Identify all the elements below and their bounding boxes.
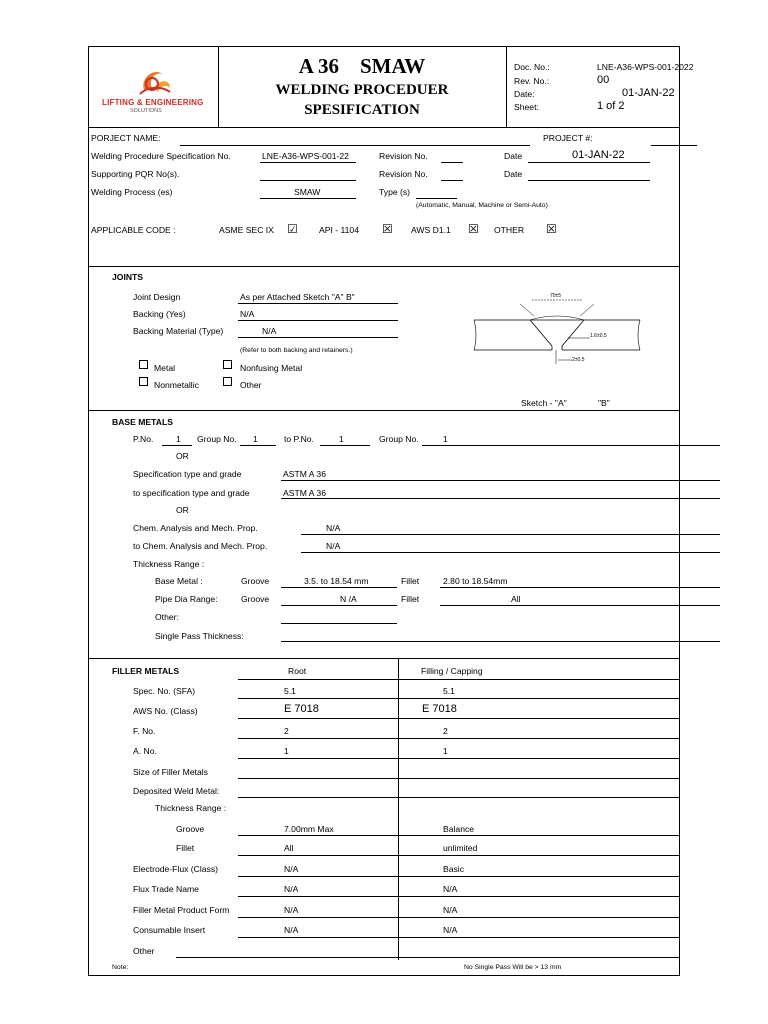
wps-underline: [260, 162, 356, 163]
group-underline: [240, 445, 276, 446]
fillet-value[interactable]: 2.80 to 18.54mm: [443, 576, 508, 586]
spec-sfa-label: Spec. No. (SFA): [133, 686, 196, 696]
chem-label: Chem. Analysis and Mech. Prop.: [133, 523, 258, 533]
filler-col-root: Root: [288, 666, 307, 676]
base-other-label: Other:: [155, 612, 179, 622]
filler-fillet-fill[interactable]: unlimited: [443, 843, 478, 853]
filler-column-divider: [398, 658, 399, 960]
company-logo: [100, 58, 210, 118]
a-no-fill[interactable]: 1: [443, 746, 448, 756]
row-line: [238, 698, 680, 699]
sketch-dim-1: 1.6±0.5: [590, 333, 607, 339]
row-line: [238, 876, 680, 877]
aws-class-fill[interactable]: E 7018: [422, 703, 457, 715]
group-value[interactable]: 1: [253, 434, 258, 444]
joint-sketch: [472, 290, 642, 380]
spec-label: Specification type and grade: [133, 469, 242, 479]
doc-no-value: LNE-A36-WPS-001-2022: [597, 62, 694, 72]
nonmetallic-label: Nonmetallic: [154, 380, 199, 390]
other-label: Other: [240, 380, 262, 390]
joint-design-underline: [238, 303, 398, 304]
note-value: No Single Pass Will be > 13 mm: [464, 964, 562, 971]
filler-other-label: Other: [133, 946, 155, 956]
row-line: [238, 738, 680, 739]
code-asme-label: ASME SEC IX: [219, 225, 274, 235]
or-2: OR: [176, 505, 189, 515]
type-field[interactable]: [416, 198, 457, 199]
sketch-dim-2: 2±0.5: [572, 357, 585, 363]
joints-title: JOINTS: [112, 272, 144, 282]
chem-value[interactable]: N/A: [326, 523, 341, 533]
rev-no-value: 00: [597, 74, 610, 86]
fillet-underline: [440, 587, 720, 588]
to-spec-label: to specification type and grade: [133, 488, 250, 498]
header-vline-2: [506, 46, 507, 127]
pqr-field[interactable]: [260, 180, 356, 181]
header-divider: [88, 127, 680, 128]
process-label: Welding Process (es): [91, 187, 173, 197]
joint-design-value[interactable]: As per Attached Sketch "A" B": [240, 292, 355, 302]
filler-col-fill: Filling / Capping: [421, 666, 483, 676]
revision-2-label: Revision No.: [379, 169, 428, 179]
pipe-fillet-value[interactable]: All: [511, 594, 521, 604]
revision-label: Revision No.: [379, 151, 428, 161]
flux-trade-label: Flux Trade Name: [133, 884, 199, 894]
to-spec-underline: [281, 498, 720, 499]
pno-label: P.No.: [133, 434, 154, 444]
section-divider-filler: [88, 658, 680, 659]
project-name-label: PORJECT NAME:: [91, 133, 161, 143]
metal-label: Metal: [154, 363, 176, 373]
filler-fillet-label: Fillet: [176, 843, 195, 853]
code-aws-checkbox[interactable]: ☒: [468, 222, 479, 236]
other-checkbox[interactable]: [223, 377, 232, 386]
row-line: [238, 835, 680, 836]
row-line: [238, 896, 680, 897]
consumable-insert-fill[interactable]: N/A: [443, 925, 458, 935]
row-line: [238, 718, 680, 719]
document-title: A 36 SMAW: [298, 54, 426, 78]
base-metal-label: Base Metal :: [155, 576, 203, 586]
pqr-label: Supporting PQR No(s).: [91, 169, 180, 179]
spec-underline: [281, 480, 720, 481]
doc-no-label: Doc. No.:: [514, 62, 550, 72]
sketch-b-label: "B": [598, 398, 610, 408]
filler-groove-label: Groove: [176, 824, 205, 834]
filler-title: FILLER METALS: [112, 666, 180, 676]
logo-subtext: SOLUTIONS: [130, 108, 162, 114]
or-1: OR: [176, 451, 189, 461]
sheet-value: 1 of 2: [597, 100, 625, 112]
groove-label: Groove: [241, 576, 270, 586]
section-divider-joints: [88, 266, 680, 267]
nonfusing-label: Nonfusing Metal: [240, 363, 303, 373]
pipe-groove-label: Groove: [241, 594, 270, 604]
backing-material-value[interactable]: N/A: [262, 326, 277, 336]
filler-fillet-root[interactable]: All: [284, 843, 294, 853]
consumable-insert-root[interactable]: N/A: [284, 925, 299, 935]
to-spec-value[interactable]: ASTM A 36: [283, 488, 326, 498]
metal-checkbox[interactable]: [139, 360, 148, 369]
project-name-field[interactable]: [180, 145, 530, 146]
sketch-angle: 70±5: [550, 293, 562, 299]
f-no-fill[interactable]: 2: [443, 726, 448, 736]
electrode-flux-label: Electrode-Flux (Class): [133, 864, 219, 874]
document-subtitle-2: SPESIFICATION: [304, 102, 420, 118]
to-chem-value[interactable]: N/A: [326, 541, 341, 551]
product-form-fill[interactable]: N/A: [443, 905, 458, 915]
sheet-label: Sheet:: [514, 102, 539, 112]
project-date-underline: [528, 162, 650, 163]
filler-groove-fill[interactable]: Balance: [443, 824, 475, 834]
aws-class-label: AWS No. (Class): [133, 706, 198, 716]
note-label: Note:: [112, 964, 129, 971]
single-pass-field[interactable]: [281, 641, 720, 642]
filler-header-line: [238, 679, 680, 680]
date-2-label: Date: [504, 169, 523, 179]
date-value: 01-JAN-22: [622, 87, 675, 99]
pipe-groove-underline: [281, 605, 397, 606]
to-pno-label: to P.No.: [284, 434, 314, 444]
pipe-dia-label: Pipe Dia Range:: [155, 594, 218, 604]
electrode-flux-fill[interactable]: Basic: [443, 864, 465, 874]
group-2-value[interactable]: 1: [443, 434, 448, 444]
pipe-fillet-label: Fillet: [401, 594, 420, 604]
row-line: [238, 855, 680, 856]
chem-underline: [301, 534, 720, 535]
project-date-label: Date: [504, 151, 523, 161]
groove-value[interactable]: 3.5. to 18.54 mm: [304, 576, 369, 586]
code-aws-label: AWS D1.1: [411, 225, 451, 235]
date-2-field[interactable]: [528, 180, 650, 181]
type-note: (Automatic, Manual, Machine or Semi-Auto): [416, 202, 548, 209]
weld-joint-sketch-icon: [472, 290, 642, 380]
sketch-a-label: Sketch - "A": [521, 398, 567, 408]
to-pno-value[interactable]: 1: [339, 434, 344, 444]
project-number-field[interactable]: [651, 145, 697, 146]
filler-size-label: Size of Filler Metals: [133, 767, 208, 777]
product-form-label: Filler Metal Product Form: [133, 905, 230, 915]
electrode-flux-root[interactable]: N/A: [284, 864, 299, 874]
deposited-weld-label: Deposited Weld Metal:: [133, 786, 220, 796]
groove-underline: [281, 587, 397, 588]
date-label: Date:: [514, 89, 535, 99]
base-other-field[interactable]: [281, 623, 397, 624]
to-chem-underline: [301, 552, 720, 553]
section-divider-base-metals: [88, 410, 680, 411]
f-no-label: F. No.: [133, 726, 156, 736]
backing-label: Backing (Yes): [133, 309, 186, 319]
logo-text: LIFTING & ENGINEERING: [102, 98, 204, 107]
group-label: Group No.: [197, 434, 237, 444]
document-subtitle-1: WELDING PROCEDUER: [275, 82, 449, 98]
pno-underline: [162, 445, 192, 446]
row-line: [238, 797, 680, 798]
process-underline: [260, 198, 356, 199]
flux-trade-root[interactable]: N/A: [284, 884, 299, 894]
pipe-groove-value[interactable]: N /A: [340, 594, 357, 604]
pno-value[interactable]: 1: [176, 434, 181, 444]
single-pass-label: Single Pass Thickness:: [155, 631, 244, 641]
wps-value[interactable]: LNE-A36-WPS-001-22: [262, 151, 349, 161]
flux-trade-fill[interactable]: N/A: [443, 884, 458, 894]
rev-no-label: Rev. No.:: [514, 76, 550, 86]
backing-underline: [238, 320, 398, 321]
nonmetallic-checkbox[interactable]: [139, 377, 148, 386]
to-pno-underline: [320, 445, 370, 446]
spec-value[interactable]: ASTM A 36: [283, 469, 326, 479]
nonfusing-checkbox[interactable]: [223, 360, 232, 369]
wps-label: Welding Procedure Specification No.: [91, 151, 231, 161]
type-label: Type (s): [379, 187, 411, 197]
row-line: [238, 937, 680, 938]
backing-value[interactable]: N/A: [240, 309, 255, 319]
joint-design-label: Joint Design: [133, 292, 181, 302]
spec-sfa-fill[interactable]: 5.1: [443, 686, 455, 696]
row-line: [238, 917, 680, 918]
filler-other-field[interactable]: [176, 957, 680, 958]
backing-material-label: Backing Material (Type): [133, 326, 224, 336]
fillet-label: Fillet: [401, 576, 420, 586]
a-no-label: A. No.: [133, 746, 157, 756]
filler-groove-root[interactable]: 7.00mm Max: [284, 824, 334, 834]
revision-2-field[interactable]: [441, 180, 463, 181]
code-other-checkbox[interactable]: ☒: [546, 222, 557, 236]
project-number-label: PROJECT #:: [543, 133, 593, 143]
backing-note: (Refer to both backing and retainers.): [240, 347, 353, 354]
code-api-label: API - 1104: [319, 225, 359, 235]
group-2-label: Group No.: [379, 434, 419, 444]
consumable-insert-label: Consumable Insert: [133, 925, 206, 935]
group-2-underline: [422, 445, 720, 446]
f-no-root[interactable]: 2: [284, 726, 289, 736]
code-asme-checkbox[interactable]: ☑: [287, 222, 298, 236]
filler-thickness-label: Thickness Range :: [155, 803, 227, 813]
aws-class-root[interactable]: E 7018: [284, 703, 319, 715]
code-other-label: OTHER: [494, 225, 525, 235]
code-api-checkbox[interactable]: ☒: [382, 222, 393, 236]
revision-field[interactable]: [441, 162, 463, 163]
backing-material-underline: [238, 337, 398, 338]
a-no-root[interactable]: 1: [284, 746, 289, 756]
pipe-fillet-underline: [440, 605, 720, 606]
to-chem-label: to Chem. Analysis and Mech. Prop.: [133, 541, 268, 551]
base-metals-title: BASE METALS: [112, 417, 173, 427]
product-form-root[interactable]: N/A: [284, 905, 299, 915]
thickness-label: Thickness Range :: [133, 559, 205, 569]
process-value[interactable]: SMAW: [294, 187, 321, 197]
spec-sfa-root[interactable]: 5.1: [284, 686, 296, 696]
applicable-code-label: APPLICABLE CODE :: [91, 225, 176, 235]
row-line: [238, 778, 680, 779]
project-date-value[interactable]: 01-JAN-22: [572, 149, 625, 161]
row-line: [238, 758, 680, 759]
